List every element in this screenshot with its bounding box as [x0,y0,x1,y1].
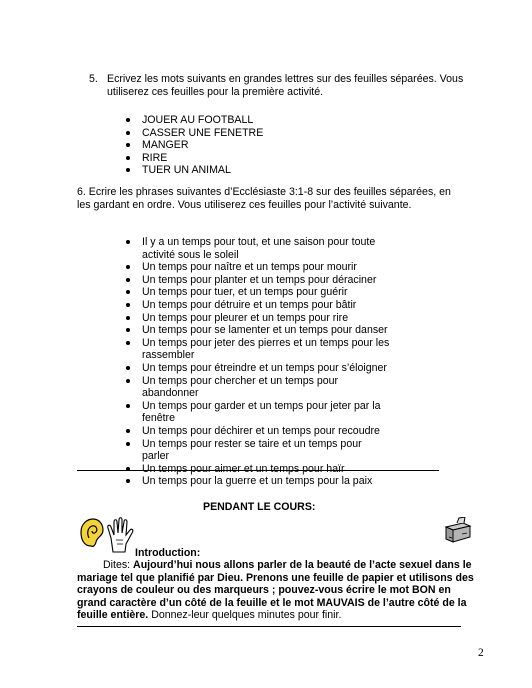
list-item: Un temps pour chercher et un temps pour abandonner [126,375,391,400]
list-item: CASSER UNE FENETRE [126,127,426,140]
closing-text: Donnez-leur quelques minutes pour finir. [151,609,342,622]
list-item: Un temps pour tuer, et un temps pour guérir [126,286,391,299]
ear-icon [77,516,137,554]
list-item: Un temps pour déchirer et un temps pour recoudre [126,425,391,438]
list-item: Un temps pour jeter des pierres et un temps pour les rassembler [126,337,391,362]
listen-icons [77,516,137,554]
list-item: Un temps pour la guerre et un temps pour la paix [126,475,391,488]
list-item: Un temps pour pleurer et un temps pour rire [126,312,391,325]
instruction-item-6: 6. Ecrire les phrases suivantes d’Ecclésiaste 3:1-8 sur des feuilles séparées, en les gardant en ordre. Vous utiliserez ces feuilles pour l’activité suivante. [77,186,451,211]
intro-paragraph [77,559,475,622]
list-item: Un temps pour rester se taire et un temps pour parler [126,438,391,463]
hand-icon [108,518,133,552]
list-item: Un temps pour étreindre et un temps pour s’éloigner [126,362,391,375]
list-item: Un temps pour garder et un temps pour jeter par la fenêtre [126,400,391,425]
section-heading: PENDANT LE COURS: [203,501,316,513]
says-text: Aujourd’hui nous allons parler de la beauté de l’acte sexuel dans le mariage tel que planifié par Dieu. Prenons une feuille de papier et utilisons des crayons de couleur ou des marqueurs ; pouvez-vous écrire le mot BON en grand caractère d’un côté de la feuille et le mot MAUVAIS de l’autre côté de la feuille entière. [77,559,474,622]
desk-icon [443,517,473,545]
list-item: Un temps pour détruire et un temps pour bâtir [126,299,391,312]
page-number: 2 [478,647,484,659]
section-divider [77,470,439,471]
item-text: Ecrivez les mots suivants en grandes lettres sur des feuilles séparées. Vous utiliserez ces feuilles pour la première activité. [107,73,464,98]
word-list [126,114,426,177]
intro-title: Introduction: [135,547,201,559]
item-number: 5. [89,73,98,85]
says-label: Dites: [103,559,131,571]
list-item: JOUER AU FOOTBALL [126,114,426,127]
list-item: MANGER [126,139,426,152]
list-item: Il y a un temps pour tout, et une saison pour toute activité sous le soleil [126,236,391,261]
list-item: TUER UN ANIMAL [126,164,426,177]
list-item: Un temps pour naître et un temps pour mourir [126,261,391,274]
list-item: RIRE [126,152,426,165]
phrase-list [126,236,391,488]
list-item: Un temps pour aimer et un temps pour haïr [126,463,391,476]
list-item: Un temps pour planter et un temps pour déraciner [126,274,391,287]
list-item: Un temps pour se lamenter et un temps pour danser [126,324,391,337]
section-divider [77,626,461,627]
